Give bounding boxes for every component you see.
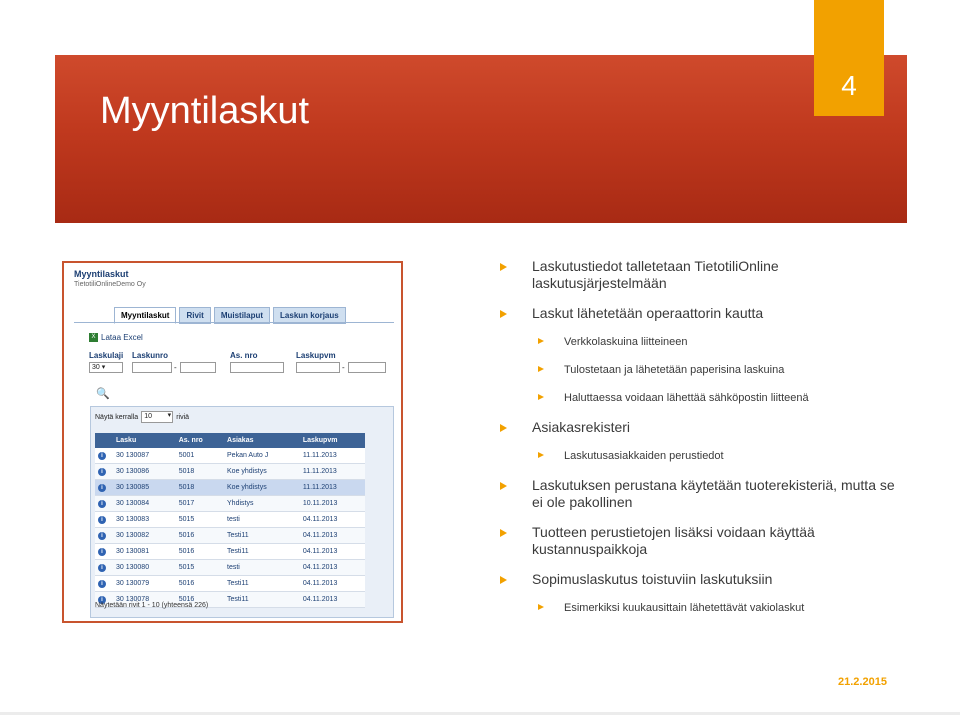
bullet-arrow-icon (500, 263, 507, 271)
slide-title: Myyntilaskut (100, 90, 310, 132)
table-cell: 5001 (176, 448, 224, 464)
table-cell: 11.11.2013 (300, 448, 365, 464)
footer-line (0, 712, 960, 715)
bullet-text: Verkkolaskuina liitteineen (564, 336, 688, 348)
table-cell: 30 130081 (113, 544, 176, 560)
table-cell: 30 130082 (113, 528, 176, 544)
table-cell: Testi11 (224, 544, 300, 560)
tab-divider (74, 322, 394, 323)
table-cell: 04.11.2013 (300, 560, 365, 576)
bullet-arrow-icon (538, 338, 544, 344)
tab-muistilaput[interactable]: Muistilaput (214, 307, 270, 324)
table-cell: Pekan Auto J (224, 448, 300, 464)
table-cell: 04.11.2013 (300, 576, 365, 592)
bullet-arrow-icon (500, 576, 507, 584)
row-icon-cell (95, 576, 113, 592)
info-icon[interactable]: i (98, 484, 106, 492)
table-cell: 30 130084 (113, 496, 176, 512)
laskupvm-from-input[interactable] (296, 362, 340, 373)
row-icon-cell (95, 448, 113, 464)
table-cell: 04.11.2013 (300, 592, 365, 608)
bullet-item (500, 419, 900, 436)
laskupvm-label: Laskupvm (296, 351, 336, 360)
table-cell: Testi11 (224, 528, 300, 544)
header-icon-column (95, 433, 113, 448)
app-screenshot (62, 261, 403, 623)
info-icon[interactable]: i (98, 532, 106, 540)
table-cell: 5018 (176, 480, 224, 496)
excel-link[interactable] (89, 333, 143, 342)
table-cell: 30 130083 (113, 512, 176, 528)
table-row[interactable] (95, 512, 365, 528)
info-icon[interactable]: i (98, 516, 106, 524)
table-cell: Testi11 (224, 576, 300, 592)
table-cell: 04.11.2013 (300, 512, 365, 528)
column-header-asnro[interactable]: As. nro (176, 433, 224, 448)
range-dash: - (342, 363, 345, 372)
table-row[interactable] (95, 576, 365, 592)
bullet-item (500, 601, 900, 615)
row-icon-cell (95, 496, 113, 512)
table-cell: Yhdistys (224, 496, 300, 512)
table-row[interactable] (95, 528, 365, 544)
info-icon[interactable]: i (98, 596, 106, 604)
page-size-control (95, 411, 189, 423)
range-dash: - (174, 363, 177, 372)
row-icon-cell (95, 528, 113, 544)
bullet-arrow-icon (500, 310, 507, 318)
table-cell: 04.11.2013 (300, 544, 365, 560)
paging-info: Näytetään rivit 1 - 10 (yhteensä 226) (95, 602, 209, 609)
table-cell: 30 130085 (113, 480, 176, 496)
bullet-text: Laskutusasiakkaiden perustiedot (564, 450, 724, 462)
search-icon[interactable]: 🔍 (96, 388, 110, 400)
bullet-arrow-icon (538, 366, 544, 372)
bullet-arrow-icon (500, 424, 507, 432)
laskunro-label: Laskunro (132, 351, 169, 360)
table-cell: 5016 (176, 576, 224, 592)
excel-icon: X (89, 333, 98, 342)
company-name: TietotiliOnlineDemo Oy (74, 281, 146, 288)
table-cell: 5015 (176, 560, 224, 576)
table-cell: testi (224, 512, 300, 528)
row-icon-cell (95, 464, 113, 480)
bullet-text: Tulostetaan ja lähetetään paperisina laskuina (564, 364, 785, 376)
page-size-suffix: riviä (176, 413, 190, 421)
table-cell: Koe yhdistys (224, 480, 300, 496)
bullet-text: Sopimuslaskutus toistuviin laskutuksiin (532, 571, 773, 587)
row-icon-cell (95, 512, 113, 528)
slide-date: 21.2.2015 (838, 676, 887, 688)
info-icon[interactable]: i (98, 500, 106, 508)
bullet-text: Laskutuksen perustana käytetään tuoterekisteriä, mutta se ei ole pakollinen (532, 477, 895, 510)
bullet-text: Esimerkiksi kuukausittain lähetettävät vakiolaskut (564, 602, 805, 614)
bullet-item (500, 258, 900, 292)
table-header-row (95, 433, 365, 448)
invoice-grid (90, 406, 394, 618)
info-icon[interactable]: i (98, 452, 106, 460)
row-icon-cell (95, 544, 113, 560)
table-cell: 30 130087 (113, 448, 176, 464)
bullet-arrow-icon (538, 452, 544, 458)
bullet-item (500, 305, 900, 322)
page-size-select[interactable]: 10 ▾ (141, 411, 173, 423)
table-row[interactable] (95, 464, 365, 480)
bullet-arrow-icon (500, 529, 507, 537)
table-cell: 5016 (176, 592, 224, 608)
bullet-text: Tuotteen perustietojen lisäksi voidaan käyttää kustannuspaikkoja (532, 524, 815, 557)
table-cell: Testi11 (224, 592, 300, 608)
bullet-item (500, 449, 900, 463)
table-cell: 30 130078 (113, 592, 176, 608)
invoice-table (95, 433, 365, 608)
table-row[interactable] (95, 496, 365, 512)
bullet-text: Haluttaessa voidaan lähettää sähköpostin liitteenä (564, 392, 809, 404)
table-cell: 5016 (176, 528, 224, 544)
table-cell: 04.11.2013 (300, 528, 365, 544)
laskunro-from-input[interactable] (132, 362, 172, 373)
table-row[interactable] (95, 480, 365, 496)
info-icon[interactable]: i (98, 580, 106, 588)
bullet-arrow-icon (538, 394, 544, 400)
table-row[interactable] (95, 560, 365, 576)
bullet-arrow-icon (538, 604, 544, 610)
bullet-text: Laskutustiedot talletetaan TietotiliOnline laskutusjärjestelmään (532, 258, 779, 291)
table-cell: 10.11.2013 (300, 496, 365, 512)
laskulaji-value: 30 (92, 364, 100, 371)
title-banner (55, 55, 907, 223)
bullet-item (500, 477, 900, 511)
table-row[interactable] (95, 448, 365, 464)
info-icon[interactable]: i (98, 564, 106, 572)
laskupvm-to-input[interactable] (348, 362, 386, 373)
row-icon-cell (95, 480, 113, 496)
column-header-asiakas[interactable]: Asiakas (224, 433, 300, 448)
asnro-label: As. nro (230, 351, 258, 360)
bullet-text: Asiakasrekisteri (532, 419, 631, 435)
page-size-label: Näytä kerralla (95, 413, 139, 421)
info-icon[interactable]: i (98, 468, 106, 476)
bullet-item (500, 335, 900, 349)
laskunro-to-input[interactable] (180, 362, 216, 373)
info-icon[interactable]: i (98, 548, 106, 556)
table-cell: 30 130079 (113, 576, 176, 592)
table-cell: 5016 (176, 544, 224, 560)
excel-link-label: Lataa Excel (101, 333, 143, 342)
bullet-text: Laskut lähetetään operaattorin kautta (532, 305, 764, 321)
laskulaji-select[interactable] (89, 362, 123, 373)
table-cell: 11.11.2013 (300, 480, 365, 496)
table-cell: testi (224, 560, 300, 576)
bullet-arrow-icon (500, 482, 507, 490)
table-cell: 30 130080 (113, 560, 176, 576)
bullet-item (500, 391, 900, 405)
bullet-item (500, 571, 900, 588)
column-header-laskupvm[interactable]: Laskupvm (300, 433, 365, 448)
table-cell: 30 130086 (113, 464, 176, 480)
bullet-item (500, 363, 900, 377)
app-title: Myyntilaskut (74, 269, 129, 279)
table-cell: 5017 (176, 496, 224, 512)
chevron-down-icon: ▾ (101, 364, 106, 371)
table-cell: 5015 (176, 512, 224, 528)
laskulaji-label: Laskulaji (89, 351, 124, 360)
table-cell: 11.11.2013 (300, 464, 365, 480)
row-icon-cell (95, 560, 113, 576)
table-cell: 5018 (176, 464, 224, 480)
tab-rivit[interactable]: Rivit (179, 307, 210, 324)
tab-laskun-korjaus[interactable]: Laskun korjaus (273, 307, 346, 324)
bullet-list (500, 258, 900, 629)
page-number-box (814, 0, 884, 116)
table-cell: Koe yhdistys (224, 464, 300, 480)
tab-myyntilaskut[interactable]: Myyntilaskut (114, 307, 176, 324)
bullet-item (500, 524, 900, 558)
asnro-input[interactable] (230, 362, 284, 373)
column-header-lasku[interactable]: Lasku (113, 433, 176, 448)
page-number: 4 (841, 70, 857, 101)
table-row[interactable] (95, 544, 365, 560)
